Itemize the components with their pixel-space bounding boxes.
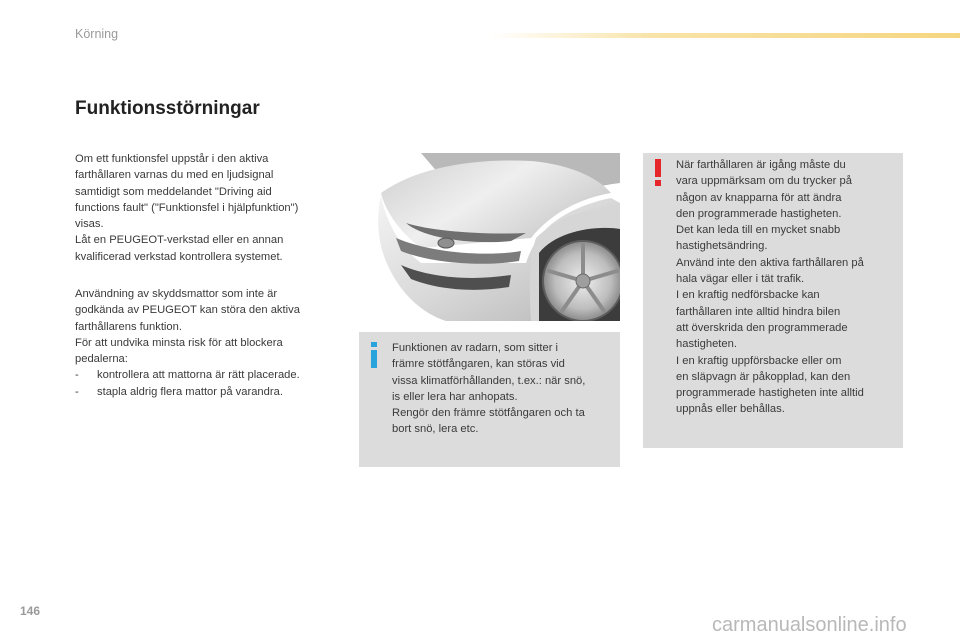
text-line: farthållarens funktion. [75,320,182,333]
text-line: bort snö, lera etc. [392,423,479,436]
car-front-illustration [361,153,620,321]
text-line: uppnås eller behållas. [676,403,785,416]
text-line: Använd inte den aktiva farthållaren på [676,256,864,269]
text-line: I en kraftig uppförsbacke eller om [676,354,842,367]
text-line: pedalerna: [75,353,128,366]
text-line: hala vägar eller i tät trafik. [676,273,805,286]
header-accent-bar [490,33,960,38]
text-line: en släpvagn är påkopplad, kan den [676,370,851,383]
bullet-text: stapla aldrig flera mattor på varandra. [97,385,283,398]
text-line: is eller lera har anhopats. [392,390,518,403]
text-line: farthållaren inte alltid hindra bilen [676,305,841,318]
text-line: godkända av PEUGEOT kan störa den aktiva [75,304,300,317]
text-line: Rengör den främre stötfångaren och ta [392,407,585,420]
text-line: Användning av skyddsmattor som inte är [75,288,278,300]
section-title: Körning [75,27,119,41]
bullet-text: kontrollera att mattorna är rätt placerade. [97,369,300,382]
fault-paragraph [75,151,345,265]
text-line: den programmerade hastigheten. [676,207,842,220]
info-note-box [359,332,620,467]
text-line: Låt en PEUGEOT-verkstad eller en annan [75,234,284,247]
text-line: När farthållaren är igång måste du [676,159,846,171]
bullet-item [75,367,345,383]
bullet-dash: - [75,369,79,382]
warning-icon [653,159,663,187]
text-line: Funktionen av radarn, som sitter i [392,342,559,354]
text-line: att överskrida den programmerade [676,321,848,334]
text-line: För att undvika minsta risk för att blockera [75,336,283,349]
text-line: programmerade hastigheten inte alltid [676,387,864,400]
bullet-dash: - [75,385,79,398]
warning-note-text [676,157,864,418]
watermark: carmanualsonline.info [712,614,907,636]
text-line: någon av knapparna för att ändra [676,191,842,204]
mats-paragraph [75,286,345,400]
text-line: vara uppmärksam om du trycker på [676,175,852,188]
text-line: hastighetsändring. [676,240,768,253]
bullet-item [75,384,345,400]
info-note-text [392,340,585,438]
text-line: Det kan leda till en mycket snabb [676,224,841,237]
info-icon [368,342,380,368]
page-heading: Funktionsstörningar [75,98,260,119]
text-line: vissa klimatförhållanden, t.ex.: när snö, [392,374,586,387]
text-line: hastigheten. [676,338,737,351]
text-line: I en kraftig nedförsbacke kan [676,289,820,302]
text-line: kvalificerad verkstad kontrollera systemet. [75,250,283,263]
text-line: samtidigt som meddelandet "Driving aid [75,185,272,198]
page-number: 146 [20,604,41,618]
text-line: farthållaren varnas du med en ljudsignal [75,169,274,182]
text-line: functions fault" ("Funktionsfel i hjälpfunktion") [75,201,299,214]
text-line: främre stötfångaren, kan störas vid [392,358,565,371]
text-line: visas. [75,218,104,231]
warning-note-box [643,153,903,448]
text-line: Om ett funktionsfel uppstår i den aktiva [75,153,269,165]
